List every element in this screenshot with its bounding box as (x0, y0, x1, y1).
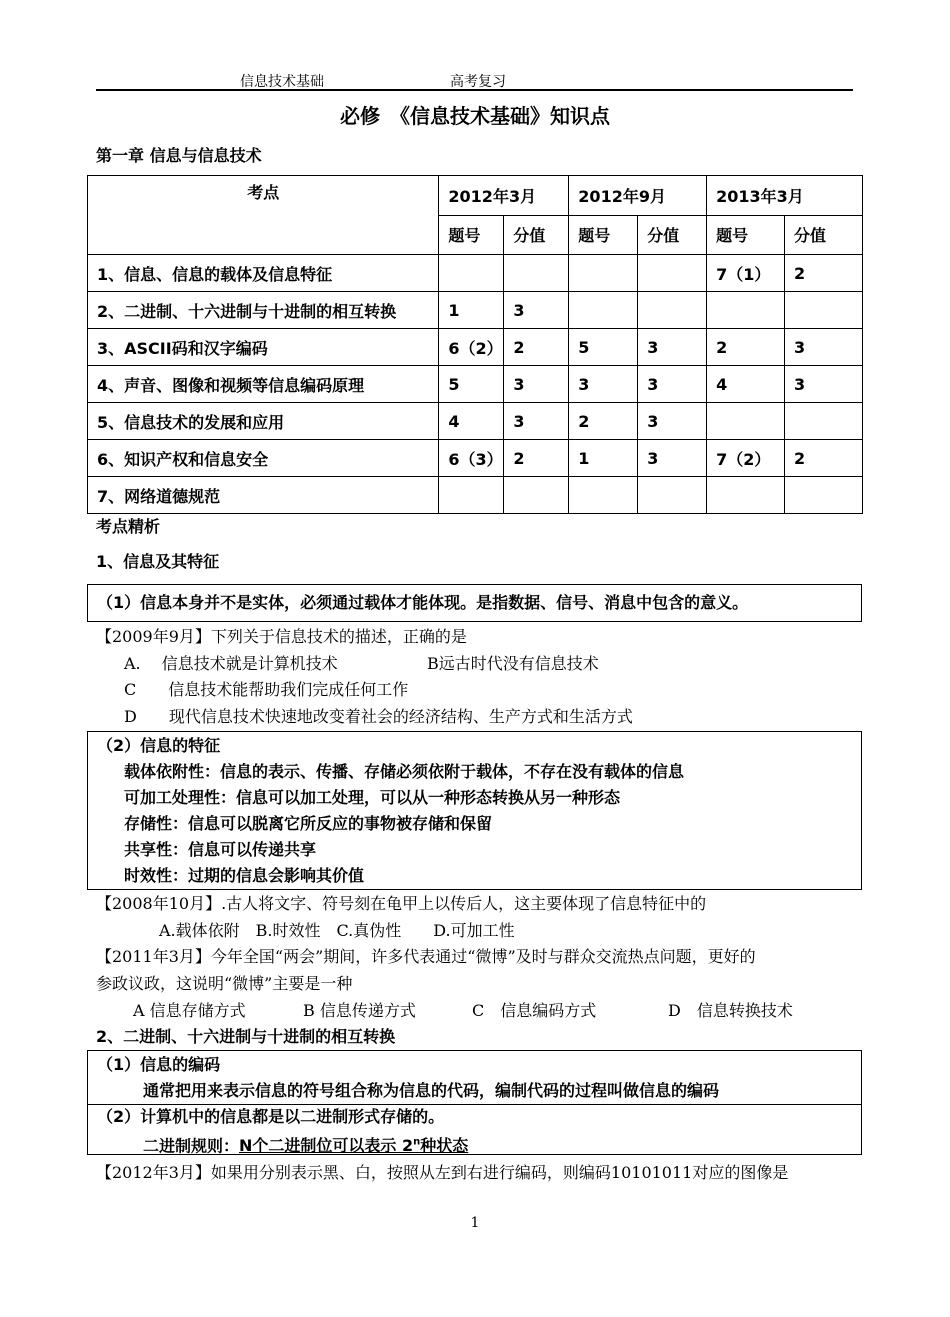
cell: 4 (439, 403, 504, 440)
cell: 2 (785, 255, 863, 292)
cell (785, 403, 863, 440)
cell (638, 255, 707, 292)
question-2-options: A.载体依附 B.时效性 C.真伪性 D.可加工性 (159, 921, 515, 940)
binary-rule-label: 二进制规则： (143, 1136, 240, 1156)
cell: 3 (638, 329, 707, 366)
characteristic-item: 共享性：信息可以传递共享 (124, 840, 317, 859)
box-definition (87, 584, 862, 622)
table-row (88, 477, 863, 514)
question-1-stem: 【2009年9月】下列关于信息技术的描述，正确的是 (96, 627, 467, 646)
question-4-stem: 【2012年3月】如果用分别表示黑、白，按照从左到右进行编码，则编码10101011对应的图像是 (96, 1163, 789, 1182)
document-title: 必修 《信息技术基础》知识点 (340, 104, 610, 128)
cell: 3 (638, 366, 707, 403)
subheader-no: 题号 (707, 215, 785, 255)
cell: 1 (439, 292, 504, 329)
cell (504, 477, 569, 514)
table-header-point: 考点 (88, 176, 439, 255)
definition-text: （1）信息本身并不是实体，必须通过载体才能体现。是指数据、信号、消息中包含的意义。 (97, 593, 749, 612)
cell: 7（2） (707, 440, 785, 477)
cell (569, 292, 638, 329)
cell: 5 (439, 366, 504, 403)
cell: 3 (638, 403, 707, 440)
cell (707, 292, 785, 329)
characteristic-item: 时效性：过期的信息会影响其价值 (124, 866, 365, 885)
page-number: 1 (470, 1215, 480, 1231)
table-header-period-3: 2013年3月 (707, 176, 863, 216)
cell: 2 (504, 329, 569, 366)
cell (569, 477, 638, 514)
cell (638, 292, 707, 329)
table-row (88, 440, 863, 477)
cell: 3 (638, 440, 707, 477)
table-row (88, 329, 863, 366)
question-1-option-b: B远古时代没有信息技术 (427, 654, 599, 673)
question-1-option-c: C 信息技术能帮助我们完成任何工作 (124, 680, 409, 699)
cell: 1 (569, 440, 638, 477)
table-row (88, 403, 863, 440)
table-row (88, 292, 863, 329)
cell: 6（2） (439, 329, 504, 366)
question-3-option-a: A 信息存储方式 (133, 1001, 246, 1020)
cell: 2 (569, 403, 638, 440)
cell: 3 (504, 403, 569, 440)
question-3-option-c: C 信息编码方式 (472, 1001, 597, 1020)
chapter-heading: 第一章 信息与信息技术 (96, 146, 262, 165)
cell: 3 (785, 366, 863, 403)
cell: 3 (504, 292, 569, 329)
cell (504, 255, 569, 292)
cell: 5 (569, 329, 638, 366)
header-right: 高考复习 (450, 74, 506, 90)
row-point: 3、ASCII码和汉字编码 (88, 329, 439, 366)
row-point: 7、网络道德规范 (88, 477, 439, 514)
cell (785, 477, 863, 514)
row-point: 5、信息技术的发展和应用 (88, 403, 439, 440)
question-3-stem-line-2: 参政议政，这说明“微博”主要是一种 (96, 974, 353, 993)
table-header-period-1: 2012年3月 (439, 176, 569, 216)
exam-point-table (87, 175, 863, 514)
cell (439, 255, 504, 292)
table-header-period-2: 2012年9月 (569, 176, 707, 216)
characteristic-item: 存储性：信息可以脱离它所反应的事物被存储和保留 (124, 814, 493, 833)
cell: 2 (504, 440, 569, 477)
table-row (88, 255, 863, 292)
encoding-title: （1）信息的编码 (97, 1055, 221, 1074)
box-characteristics (87, 731, 862, 890)
subheader-score: 分值 (638, 215, 707, 255)
question-1-option-a: A. 信息技术就是计算机技术 (124, 654, 338, 673)
subheader-no: 题号 (569, 215, 638, 255)
question-3-option-d: D 信息转换技术 (668, 1001, 793, 1020)
row-point: 4、声音、图像和视频等信息编码原理 (88, 366, 439, 403)
cell (439, 477, 504, 514)
cell: 3 (569, 366, 638, 403)
header-rule (96, 89, 853, 91)
cell: 2 (785, 440, 863, 477)
cell: 6（3） (439, 440, 504, 477)
subheader-score: 分值 (785, 215, 863, 255)
cell (638, 477, 707, 514)
cell: 3 (504, 366, 569, 403)
cell: 3 (785, 329, 863, 366)
subheader-score: 分值 (504, 215, 569, 255)
row-point: 6、知识产权和信息安全 (88, 440, 439, 477)
binary-rule (143, 1130, 468, 1159)
binary-title: （2）计算机中的信息都是以二进制形式存储的。 (97, 1107, 445, 1126)
cell (785, 292, 863, 329)
cell: 4 (707, 366, 785, 403)
section-1-heading: 1、信息及其特征 (96, 552, 220, 571)
binary-rule-text: N个二进制位可以表示 2$^n$种状态 (239, 1136, 469, 1156)
cell: 2 (707, 329, 785, 366)
cell (707, 477, 785, 514)
row-point: 1、信息、信息的载体及信息特征 (88, 255, 439, 292)
cell (707, 403, 785, 440)
table-row (88, 366, 863, 403)
row-point: 2、二进制、十六进制与十进制的相互转换 (88, 292, 439, 329)
characteristics-title: （2）信息的特征 (97, 736, 221, 755)
question-3-stem-line-1: 【2011年3月】今年全国“两会”期间，许多代表通过“微博”及时与群众交流热点问题，更好的 (96, 947, 756, 966)
subheader-no: 题号 (439, 215, 504, 255)
cell (569, 255, 638, 292)
section-2-heading: 2、二进制、十六进制与十进制的相互转换 (96, 1027, 396, 1046)
characteristic-item: 载体依附性：信息的表示、传播、存储必须依附于载体，不存在没有载体的信息 (124, 762, 685, 781)
characteristic-item: 可加工处理性：信息可以加工处理，可以从一种形态转换从另一种形态 (124, 788, 621, 807)
analysis-heading: 考点精析 (96, 517, 161, 536)
box-encoding (87, 1050, 862, 1155)
encoding-body: 通常把用来表示信息的符号组合称为信息的代码，编制代码的过程叫做信息的编码 (143, 1081, 720, 1100)
cell: 7（1） (707, 255, 785, 292)
question-2-stem: 【2008年10月】.古人将文字、符号刻在龟甲上以传后人，这主要体现了信息特征中的 (96, 894, 707, 913)
header-left: 信息技术基础 (240, 74, 324, 90)
question-3-option-b: B 信息传递方式 (303, 1001, 416, 1020)
question-1-option-d: D 现代信息技术快速地改变着社会的经济结构、生产方式和生活方式 (124, 707, 633, 726)
